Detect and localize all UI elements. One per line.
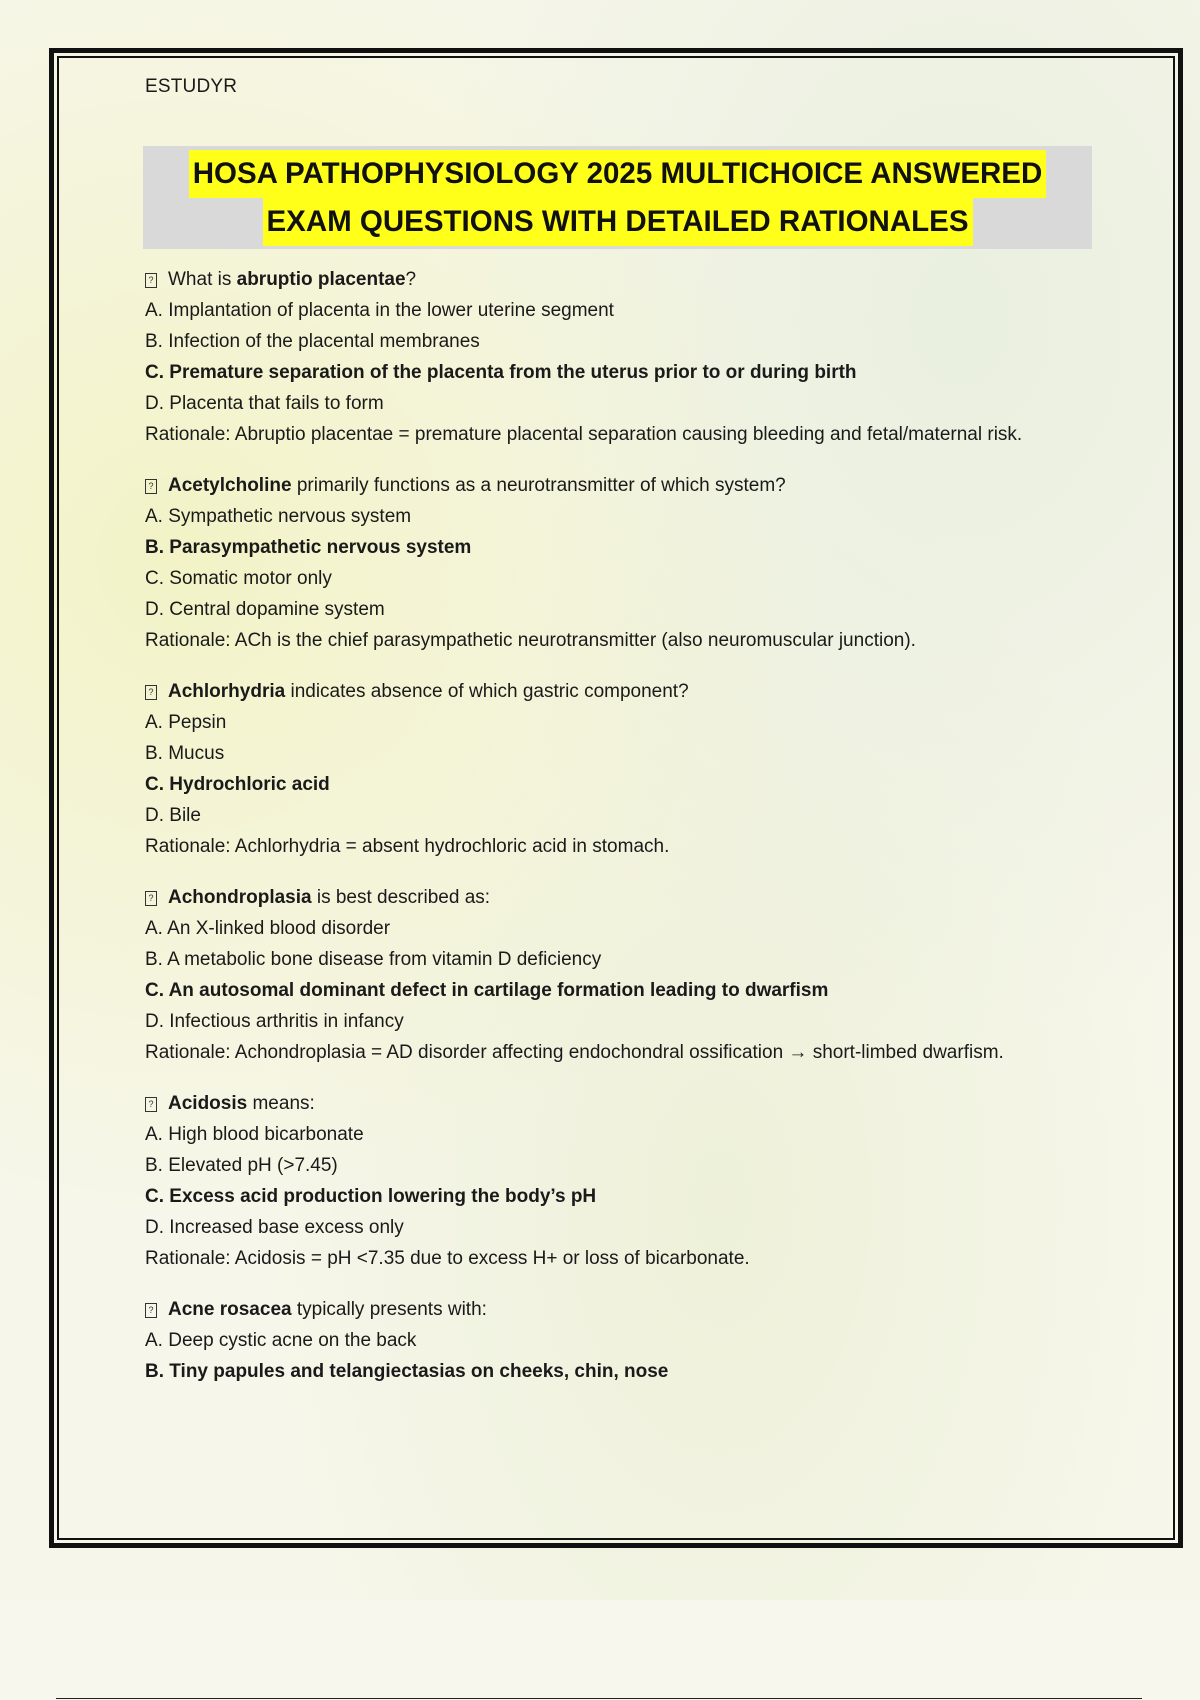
answer-option: D. Bile	[145, 805, 201, 826]
question-term: Achondroplasia	[168, 887, 312, 908]
answer-option: B. A metabolic bone disease from vitamin D deficiency	[145, 949, 602, 970]
rationale-text: Rationale: ACh is the chief parasympathetic neurotransmitter (also neuromuscular junction).	[145, 630, 916, 651]
question-mark-icon: ?	[145, 479, 157, 494]
rationale-text: Rationale: Achondroplasia = AD disorder affecting endochondral ossification → short-limbed dwarfism.	[145, 1042, 1004, 1063]
question-prefix: What is	[168, 269, 237, 290]
correct-answer-option: C. Excess acid production lowering the body’s pH	[145, 1186, 597, 1207]
answer-option: B. Infection of the placental membranes	[145, 331, 480, 352]
question-term: Acetylcholine	[168, 475, 292, 496]
answer-option: B. Mucus	[145, 743, 225, 764]
question-term: abruptio placentae	[236, 269, 406, 290]
title-line-2: EXAM QUESTIONS WITH DETAILED RATIONALES	[263, 198, 973, 246]
answer-option: A. High blood bicarbonate	[145, 1124, 364, 1145]
answer-option: D. Infectious arthritis in infancy	[145, 1011, 404, 1032]
answer-option: B. Elevated pH (>7.45)	[145, 1155, 338, 1176]
correct-answer-option: B. Tiny papules and telangiectasias on cheeks, chin, nose	[145, 1361, 669, 1382]
answer-option: D. Placenta that fails to form	[145, 393, 384, 414]
question-item	[145, 470, 1095, 656]
question-item	[145, 882, 1095, 1068]
question-mark-icon: ?	[145, 273, 157, 288]
question-item	[145, 1294, 1095, 1387]
brand-label: ESTUDYR	[145, 76, 238, 97]
question-suffix: is best described as:	[311, 887, 491, 908]
question-term: Acidosis	[168, 1093, 248, 1114]
answer-option: D. Increased base excess only	[145, 1217, 404, 1238]
question-item	[145, 1088, 1095, 1274]
answer-option: C. Somatic motor only	[145, 568, 332, 589]
question-term: Achlorhydria	[168, 681, 286, 702]
correct-answer-option: B. Parasympathetic nervous system	[145, 537, 472, 558]
question-text	[145, 882, 1095, 913]
document-title	[143, 146, 1092, 249]
rationale-text: Rationale: Abruptio placentae = premature placental separation causing bleeding and fetal/maternal risk.	[145, 424, 1023, 445]
question-suffix: ?	[405, 269, 417, 290]
rationale-text: Rationale: Achlorhydria = absent hydrochloric acid in stomach.	[145, 836, 670, 857]
question-mark-icon: ?	[145, 891, 157, 906]
answer-option: A. Deep cystic acne on the back	[145, 1330, 417, 1351]
question-mark-icon: ?	[145, 1097, 157, 1112]
question-list	[145, 264, 1095, 1407]
question-mark-icon: ?	[145, 685, 157, 700]
question-text	[145, 264, 1095, 295]
answer-option: A. Implantation of placenta in the lower uterine segment	[145, 300, 614, 321]
answer-option: A. An X-linked blood disorder	[145, 918, 391, 939]
question-term: Acne rosacea	[168, 1299, 292, 1320]
question-suffix: indicates absence of which gastric component?	[285, 681, 689, 702]
question-suffix: primarily functions as a neurotransmitter of which system?	[291, 475, 786, 496]
question-mark-icon: ?	[145, 1303, 157, 1318]
answer-option: A. Sympathetic nervous system	[145, 506, 412, 527]
question-text	[145, 676, 1095, 707]
rationale-text: Rationale: Acidosis = pH <7.35 due to excess H+ or loss of bicarbonate.	[145, 1248, 750, 1269]
question-item	[145, 264, 1095, 450]
title-line-1: HOSA PATHOPHYSIOLOGY 2025 MULTICHOICE ANSWERED	[189, 150, 1047, 198]
footer-divider	[56, 1698, 1142, 1699]
question-suffix: means:	[247, 1093, 315, 1114]
answer-option: D. Central dopamine system	[145, 599, 385, 620]
correct-answer-option: C. Hydrochloric acid	[145, 774, 330, 795]
question-text	[145, 1088, 1095, 1119]
question-suffix: typically presents with:	[291, 1299, 487, 1320]
question-text	[145, 1294, 1095, 1325]
answer-option: A. Pepsin	[145, 712, 227, 733]
question-item	[145, 676, 1095, 862]
correct-answer-option: C. Premature separation of the placenta from the uterus prior to or during birth	[145, 362, 857, 383]
correct-answer-option: C. An autosomal dominant defect in cartilage formation leading to dwarfism	[145, 980, 829, 1001]
question-text	[145, 470, 1095, 501]
